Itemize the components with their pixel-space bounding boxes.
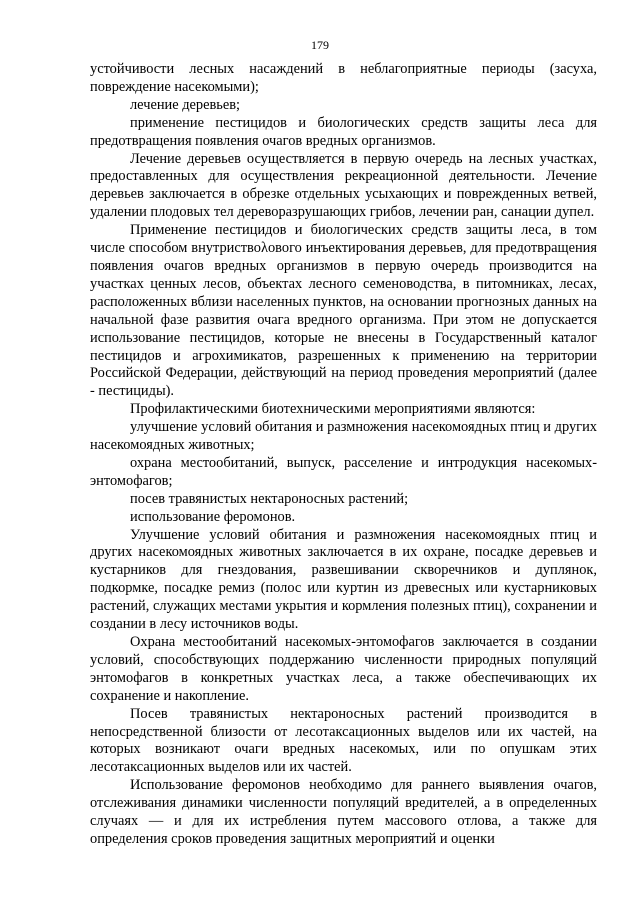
paragraph: Охрана местообитаний насекомых-энтомофагов заключается в создании условий, способствующих поддержанию численности природных популяций энтомофагов в конкретных участках леса, а также обеспечивающих их сохранение и накопление.	[90, 634, 597, 704]
list-item: применение пестицидов и биологических средств защиты леса для предотвращения появления очагов вредных организмов.	[90, 114, 597, 149]
document-body	[90, 61, 597, 849]
paragraph: Лечение деревьев осуществляется в первую очередь на лесных участках, предоставленных для осуществления рекреационной деятельности. Лечение деревьев заключается в обрезке отдельных усыхающих и поврежденных ветвей, удалении плодовых тел дереворазрушающих грибов, лечении ран, санации дупел.	[90, 150, 597, 221]
list-item: посев травянистых нектароносных растений;	[130, 490, 409, 507]
paragraph: Профилактическими биотехническими мероприятиями являются:	[130, 401, 536, 418]
list-item: улучшение условий обитания и размножения насекомоядных птиц и других насекомоядных животных;	[90, 419, 597, 454]
paragraph: Применение пестицидов и биологических средств защиты леса, в том числе способом внутриствολового инъектирования деревьев, для предотвращения появления очагов вредных организмов в первую очередь производится на участках ценных лесов, объектах лесного семеноводства, в питомниках, лесах, расположенных вблизи населенных пунктов, на основании прогнозных данных на начальной фазе развития очага вредного организма. При этом не допускается использование пестицидов, которые не внесены в Государственный каталог пестицидов и агрохимикатов, разрешенных к применению на территории Российской Федерации, действующий на период проведения мероприятий (далее - пестициды).	[90, 222, 597, 400]
paragraph: устойчивости лесных насаждений в неблагоприятные периоды (засуха, повреждение насекомыми);	[90, 61, 597, 95]
paragraph: Посев травянистых нектароносных растений производится в непосредственной близости от лесотаксационных выделов или их частей, на которых возникают очаги вредных насекомых, или по опушкам этих лесотаксационных выделов или их частей.	[90, 705, 597, 776]
page-number: 179	[311, 38, 329, 52]
list-item: лечение деревьев;	[130, 96, 241, 113]
list-item: использование феромонов.	[130, 508, 296, 525]
paragraph: Использование феромонов необходимо для раннего выявления очагов, отслеживания динамики численности популяций вредителей, а в определенных случаях — и для их истребления путем массового отлова, а также для определения сроков проведения защитных мероприятий и оценки	[90, 777, 597, 847]
paragraph: Улучшение условий обитания и размножения насекомоядных птиц и других насекомоядных животных заключается в их охране, посадке деревьев и кустарников для гнездования, развешивании скворечников и дуплянок, подкормке, посадке ремиз (полос или куртин из древесных или кустарниковых растений, служащих местами укрытия и кормления полезных птиц), сохранении и создании в лесу источников воды.	[90, 526, 597, 633]
list-item: охрана местообитаний, выпуск, расселение и интродукция насекомых-энтомофагов;	[90, 454, 597, 489]
